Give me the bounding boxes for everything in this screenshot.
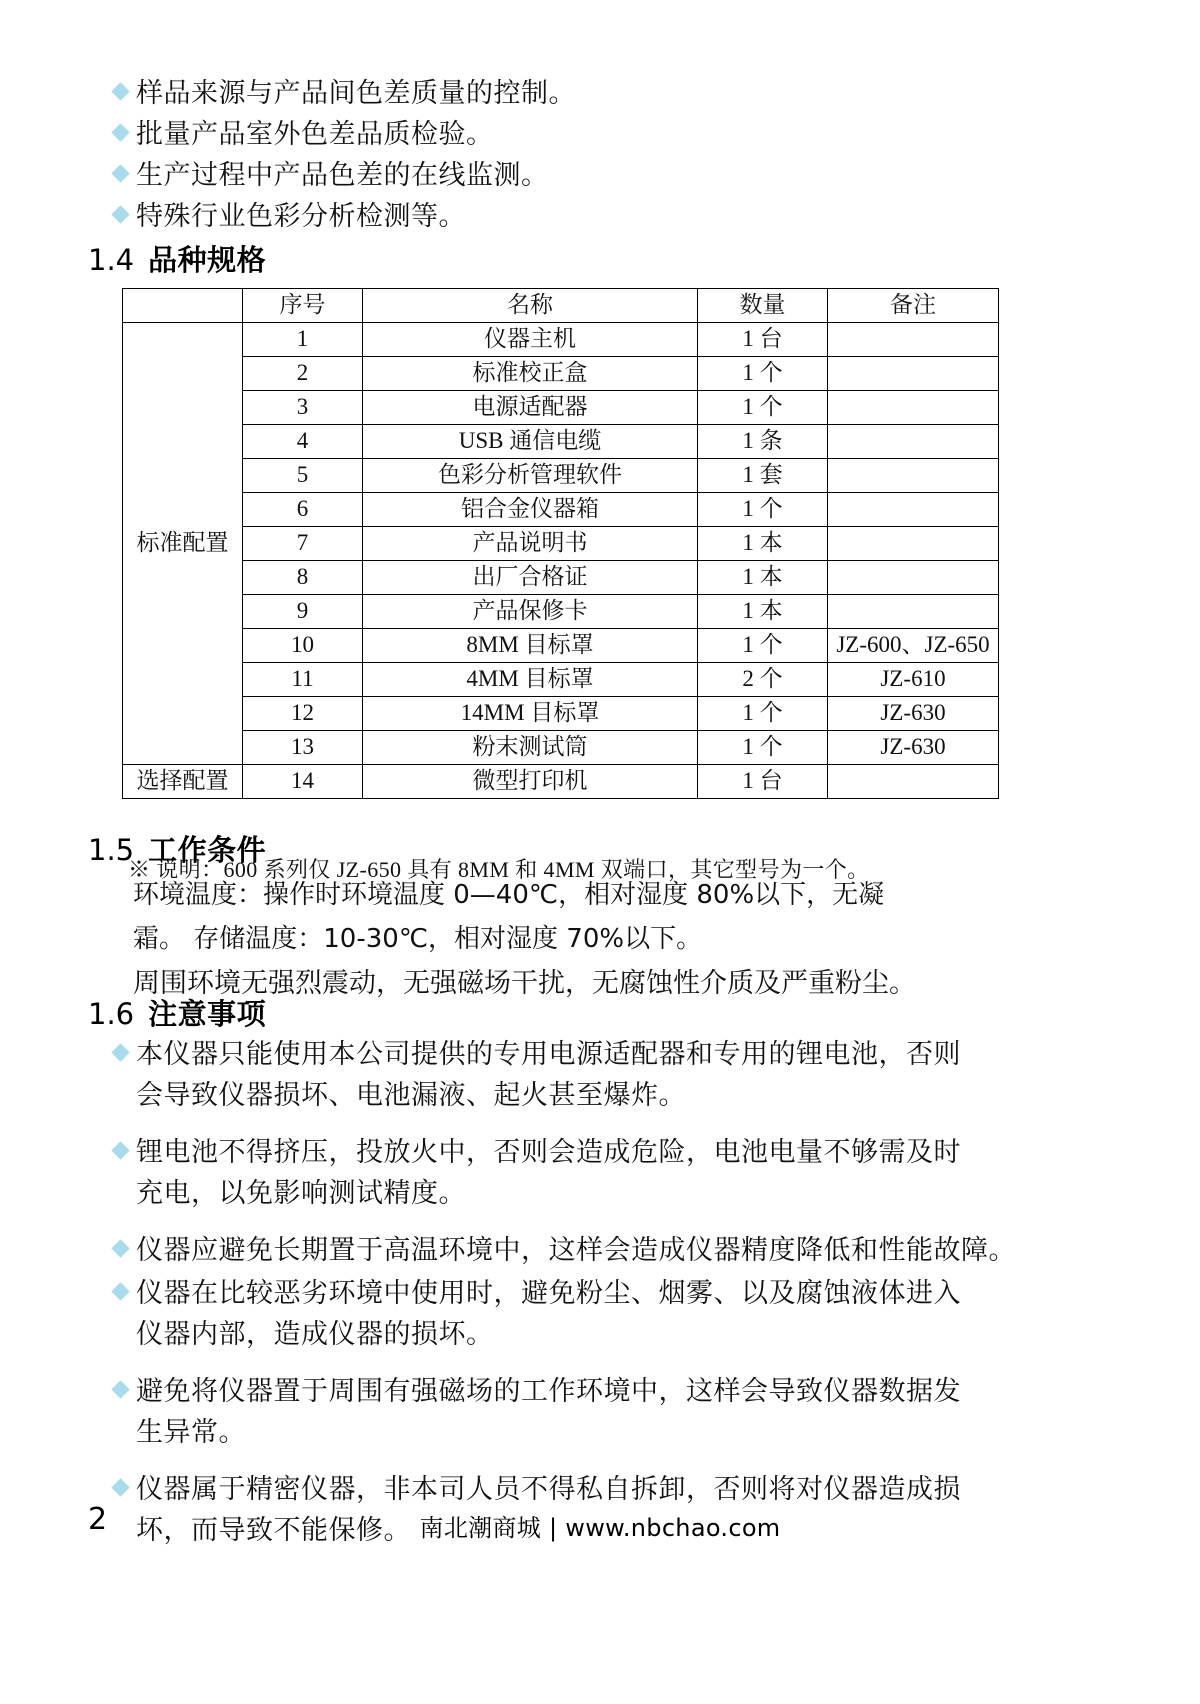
- table-cell-no: 1: [243, 323, 363, 357]
- footer-brand: 南北潮商城 | www.nbchao.com: [419, 1514, 781, 1542]
- table-cell-remark: JZ-610: [828, 663, 999, 697]
- table-cell-no: 12: [243, 697, 363, 731]
- table-cell-no: 6: [243, 493, 363, 527]
- table-row: [123, 663, 999, 697]
- table-cell-remark: [828, 527, 999, 561]
- table-cell-qty: 1 个: [698, 697, 828, 731]
- table-row: [123, 391, 999, 425]
- list-item-text: [136, 1230, 1016, 1271]
- table-cell-remark: JZ-630: [828, 697, 999, 731]
- section-heading-1-4: [88, 238, 266, 279]
- section-title: 注意事项: [148, 997, 267, 1031]
- notice-bullet-list: [108, 1034, 1118, 1553]
- table-cell-name: 微型打印机: [363, 765, 698, 799]
- work-conditions-line-3: 周围环境无强烈震动，无强磁场干扰，无腐蚀性介质及严重粉尘。: [133, 968, 916, 998]
- table-cell-name: 标准校正盒: [363, 357, 698, 391]
- diamond-bullet-icon: [110, 1242, 136, 1255]
- table-cell-name: USB 通信电缆: [363, 425, 698, 459]
- diamond-bullet-icon: [110, 85, 136, 98]
- table-footnote: ※ 说明：600 系列仅 JZ-650 具有 8MM 和 4MM 双端口，其它型号为一个。: [128, 857, 870, 882]
- list-item: [108, 115, 1108, 153]
- list-item-line: 仪器属于精密仪器，非本司人员不得私自拆卸，否则将对仪器造成损: [136, 1474, 961, 1504]
- table-row: [123, 493, 999, 527]
- table-cell-name: 粉末测试筒: [363, 731, 698, 765]
- section-heading-1-5: [88, 828, 266, 869]
- table-cell-name: 产品说明书: [363, 527, 698, 561]
- table-cell-no: 13: [243, 731, 363, 765]
- table-cell-qty: 1 台: [698, 765, 828, 799]
- table-header-row: [123, 289, 999, 323]
- table-cell-remark: [828, 459, 999, 493]
- table-cell-qty: 1 个: [698, 357, 828, 391]
- table-row: [123, 323, 999, 357]
- list-item-line: 锂电池不得挤压，投放火中，否则会造成危险，电池电量不够需及时: [136, 1137, 961, 1167]
- table-cell-remark: JZ-630: [828, 731, 999, 765]
- table-cell-qty: 1 条: [698, 425, 828, 459]
- list-item-line: 避免将仪器置于周围有强磁场的工作环境中，这样会导致仪器数据发: [136, 1376, 961, 1406]
- table-cell-no: 2: [243, 357, 363, 391]
- table-cell-name: 8MM 目标罩: [363, 629, 698, 663]
- page-number: 2: [88, 1502, 108, 1537]
- work-conditions-line-1: 环境温度：操作时环境温度 0—40℃，相对湿度 80%以下，无凝: [133, 880, 885, 910]
- list-item-text: 生产过程中产品色差的在线监测。: [136, 160, 549, 190]
- product-spec-table: [122, 288, 999, 799]
- application-bullet-list: [108, 74, 1108, 238]
- section-title: 工作条件: [148, 833, 267, 867]
- table-cell-no: 7: [243, 527, 363, 561]
- table-cell-qty: 1 个: [698, 629, 828, 663]
- table-row: [123, 731, 999, 765]
- table-header-empty: [123, 289, 243, 323]
- diamond-bullet-icon: [110, 1383, 136, 1396]
- table-cell-no: 5: [243, 459, 363, 493]
- table-cell-name: 出厂合格证: [363, 561, 698, 595]
- diamond-bullet-icon: [110, 126, 136, 139]
- list-item: [108, 1230, 1118, 1271]
- table-cell-name: 色彩分析管理软件: [363, 459, 698, 493]
- table-cell-name: 铝合金仪器箱: [363, 493, 698, 527]
- table-cell-remark: JZ-600、JZ-650: [828, 629, 999, 663]
- table-cell-qty: 2 个: [698, 663, 828, 697]
- list-item-line: 生异常。: [136, 1417, 246, 1447]
- table-cell-remark: [828, 357, 999, 391]
- list-item-text: 批量产品室外色差品质检验。: [136, 119, 494, 149]
- table-cell-qty: 1 本: [698, 561, 828, 595]
- table-row: [123, 561, 999, 595]
- work-conditions-line-2: 霜。 存储温度：10-30℃，相对湿度 70%以下。: [133, 924, 703, 954]
- list-item-text: 样品来源与产品间色差质量的控制。: [136, 78, 576, 108]
- table-cell-name: 仪器主机: [363, 323, 698, 357]
- diamond-bullet-icon: [110, 1481, 136, 1494]
- table-header-remark: 备注: [828, 289, 999, 323]
- table-header-no: 序号: [243, 289, 363, 323]
- diamond-bullet-icon: [110, 208, 136, 221]
- list-item-line: 坏，而导致不能保修。: [136, 1515, 411, 1545]
- list-item: [108, 74, 1108, 112]
- table-cell-qty: 1 个: [698, 493, 828, 527]
- list-item: [108, 1132, 1118, 1214]
- list-item: [108, 197, 1108, 235]
- section-title: 品种规格: [148, 243, 267, 277]
- table-cell-category-standard: 标准配置: [123, 323, 243, 765]
- table-cell-remark: [828, 595, 999, 629]
- table-cell-name: 电源适配器: [363, 391, 698, 425]
- table-cell-no: 3: [243, 391, 363, 425]
- table-cell-qty: 1 本: [698, 527, 828, 561]
- section-number: 1.6: [88, 997, 135, 1031]
- table-cell-remark: [828, 561, 999, 595]
- diamond-bullet-icon: [110, 167, 136, 180]
- table-cell-remark: [828, 323, 999, 357]
- table-row: [123, 527, 999, 561]
- table-cell-remark: [828, 391, 999, 425]
- table-row: [123, 425, 999, 459]
- list-item-text: [136, 1034, 961, 1116]
- table-cell-remark: [828, 493, 999, 527]
- list-item-line: 会导致仪器损坏、电池漏液、起火甚至爆炸。: [136, 1080, 686, 1110]
- table-cell-name: 产品保修卡: [363, 595, 698, 629]
- table-cell-name: 14MM 目标罩: [363, 697, 698, 731]
- diamond-bullet-icon: [110, 1144, 136, 1157]
- table-cell-no: 11: [243, 663, 363, 697]
- list-item-line: 仪器在比较恶劣环境中使用时，避免粉尘、烟雾、以及腐蚀液体进入: [136, 1278, 961, 1308]
- table-row: [123, 595, 999, 629]
- list-item-line: 充电，以免影响测试精度。: [136, 1178, 466, 1208]
- list-item: [108, 1371, 1118, 1453]
- table-cell-remark: [828, 765, 999, 799]
- spec-table-container: [122, 288, 998, 799]
- work-conditions-body: [133, 873, 1093, 1005]
- table-row: [123, 357, 999, 391]
- table-row: [123, 629, 999, 663]
- table-cell-no: 9: [243, 595, 363, 629]
- list-item: [108, 1034, 1118, 1116]
- table-cell-qty: 1 个: [698, 391, 828, 425]
- table-cell-no: 10: [243, 629, 363, 663]
- list-item-text: [136, 1132, 961, 1214]
- section-heading-1-6: [88, 992, 266, 1033]
- table-cell-qty: 1 套: [698, 459, 828, 493]
- table-row: [123, 765, 999, 799]
- diamond-bullet-icon: [110, 1046, 136, 1059]
- table-cell-no: 4: [243, 425, 363, 459]
- table-cell-qty: 1 本: [698, 595, 828, 629]
- list-item-line: 仪器内部，造成仪器的损坏。: [136, 1319, 494, 1349]
- table-cell-category-optional: 选择配置: [123, 765, 243, 799]
- table-row: [123, 459, 999, 493]
- list-item-text: 特殊行业色彩分析检测等。: [136, 201, 466, 231]
- section-number: 1.4: [88, 243, 135, 277]
- list-item: [108, 156, 1108, 194]
- list-item-text: [136, 1371, 961, 1453]
- table-header-name: 名称: [363, 289, 698, 323]
- table-cell-qty: 1 个: [698, 731, 828, 765]
- table-cell-no: 14: [243, 765, 363, 799]
- table-header-qty: 数量: [698, 289, 828, 323]
- table-cell-no: 8: [243, 561, 363, 595]
- table-cell-qty: 1 台: [698, 323, 828, 357]
- table-row: [123, 697, 999, 731]
- section-number: 1.5: [88, 833, 135, 867]
- list-item: [108, 1273, 1118, 1355]
- list-item-text: [136, 1273, 961, 1355]
- list-item-line: 仪器应避免长期置于高温环境中，这样会造成仪器精度降低和性能故障。: [136, 1235, 1016, 1265]
- list-item-line: 本仪器只能使用本公司提供的专用电源适配器和专用的锂电池，否则: [136, 1039, 961, 1069]
- table-cell-remark: [828, 425, 999, 459]
- diamond-bullet-icon: [110, 1285, 136, 1298]
- table-cell-name: 4MM 目标罩: [363, 663, 698, 697]
